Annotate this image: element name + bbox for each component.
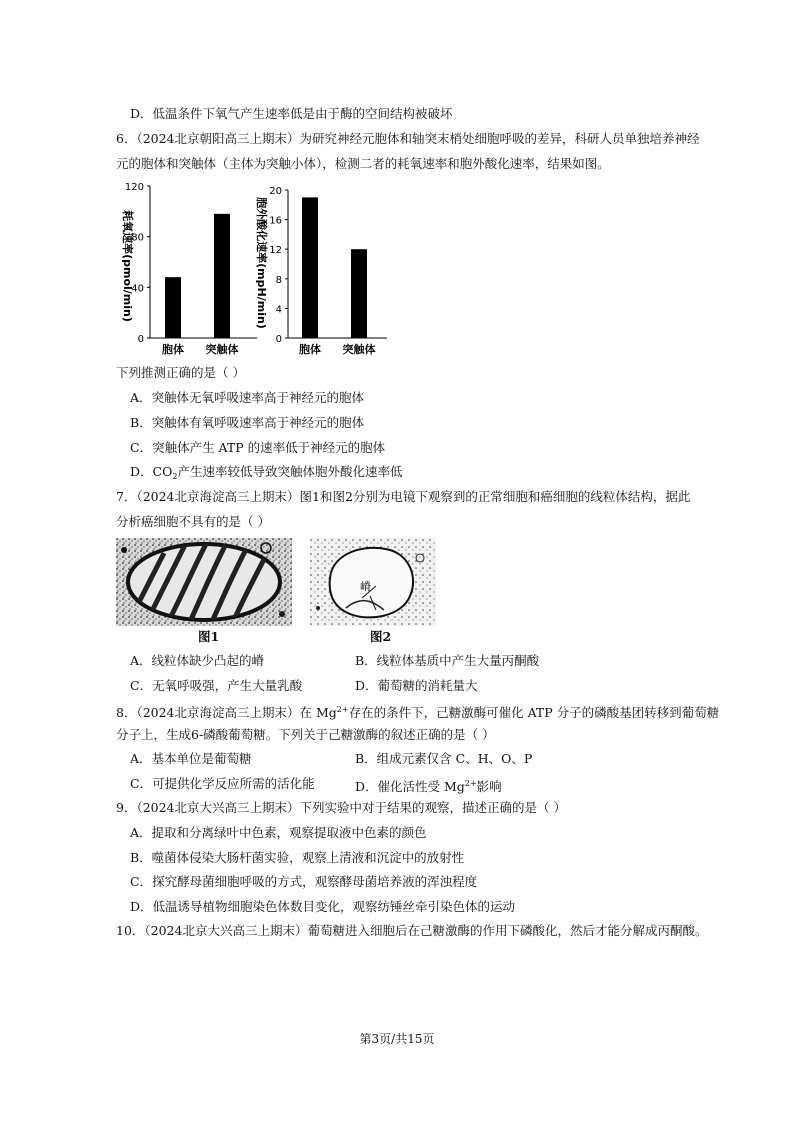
q7-option-b: B．线粒体基质中产生大量丙酮酸 [355,653,540,668]
c2-tick-label: 0 [275,334,282,345]
q8-stem-line2: 分子上，生成6-磷酸葡萄糖。下列关于己糖激酶的叙述正确的是（ ） [116,727,495,742]
figure-1-caption: 图1 [198,629,220,644]
q6-stem-line1: 6．（2024北京朝阳高三上期末）为研究神经元胞体和轴突末梢处细胞呼吸的差异，科研人员单独培养神经 [116,131,700,146]
c1-category-label: 突触体 [205,343,239,356]
q9-option-c: C．探究酵母菌细胞呼吸的方式，观察酵母菌培养液的浑浊程度 [130,874,478,889]
q8-stem-line1: 8．（2024北京海淀高三上期末）在 $Mg^{2+}$存在的条件下，己糖激酶可催化 ATP 分子的磷酸基团转移到葡萄糖 [116,705,720,720]
q6-question: 下列推测正确的是（ ） [116,365,245,380]
c2-tick-label: 4 [275,304,282,316]
mitochondrion-normal-micrograph [116,538,292,626]
c2-tick-label: 8 [275,274,282,286]
c2-tick-label: 12 [269,245,282,257]
q6-option-b: B．突触体有氧呼吸速率高于神经元的胞体 [130,415,365,430]
c2-bar-0 [302,197,318,338]
c2-y-axis-label: 胞外酸化速率(mpH/min) [255,197,268,329]
q9-stem: 9．（2024北京大兴高三上期末）下列实验中对于结果的观察，描述正确的是（ ） [116,800,566,815]
q7-option-d: D．葡萄糖的消耗量大 [355,678,478,693]
c1-bar-1 [214,214,230,338]
c1-tick-label: 0 [137,334,144,345]
q6-option-a: A．突触体无氧呼吸速率高于神经元的胞体 [130,390,365,405]
q9-option-d: D．低温诱导植物细胞染色体数目变化，观察纺锤丝牵引染色体的运动 [130,899,516,914]
q8-option-b: B．组成元素仅含 C、H、O、P [355,751,533,766]
crista-label: 嵴 [360,580,371,593]
c2-category-label: 突触体 [342,343,376,356]
figure-2-caption: 图2 [370,629,392,644]
c2-bar-1 [351,249,367,338]
extracellular-acidification-chart [252,180,392,360]
c1-tick-label: 120 [124,182,144,193]
c2-category-label: 胞体 [299,343,321,356]
c1-y-axis-label: 耗氧速率(pmol/min) [121,210,134,322]
c1-bar-0 [165,277,181,338]
c1-category-label: 胞体 [162,343,184,356]
q5-option-d: D．低温条件下氧气产生速率低是由于酶的空间结构被破坏 [130,106,453,121]
q9-option-a: A．提取和分离绿叶中色素，观察提取液中色素的颜色 [130,825,427,840]
oxygen-consumption-chart [112,178,262,360]
q6-stem-line2: 元的胞体和突触体（主体为突触小体），检测二者的耗氧速率和胞外酸化速率，结果如图。 [116,156,610,171]
q7-stem-line1: 7．（2024北京海淀高三上期末）图1和图2分别为电镜下观察到的正常细胞和癌细胞的线粒体结构，据此 [116,489,691,504]
q6-option-d: D．$CO_2$产生速率较低导致突触体胞外酸化速率低 [130,464,403,481]
c1-tick-label: 40 [131,283,144,295]
q8-option-c: C．可提供化学反应所需的活化能 [130,776,315,791]
q7-option-a: A．线粒体缺少凸起的嵴 [130,653,265,668]
q7-stem-line2: 分析癌细胞不具有的是（ ） [116,514,270,529]
c2-tick-label: 20 [269,186,282,197]
q9-option-b: B．噬菌体侵染大肠杆菌实验，观察上清液和沉淀中的放射性 [130,850,465,865]
c1-tick-label: 80 [131,232,144,244]
page-footer: 第3页/共15页 [359,1032,435,1046]
q8-option-a: A．基本单位是葡萄糖 [130,751,252,766]
q8-option-d: D．催化活性受 $Mg^{2+}$影响 [355,779,502,794]
q10-stem: 10．（2024北京大兴高三上期末）葡萄糖进入细胞后在己糖激酶的作用下磷酸化，然后才能分解成丙酮酸。 [116,923,708,938]
q6-option-c: C．突触体产生 ATP 的速率低于神经元的胞体 [130,440,386,455]
c2-tick-label: 16 [269,215,282,227]
mitochondrion-cancer-micrograph [310,538,436,626]
q7-option-c: C．无氧呼吸强，产生大量乳酸 [130,678,303,693]
